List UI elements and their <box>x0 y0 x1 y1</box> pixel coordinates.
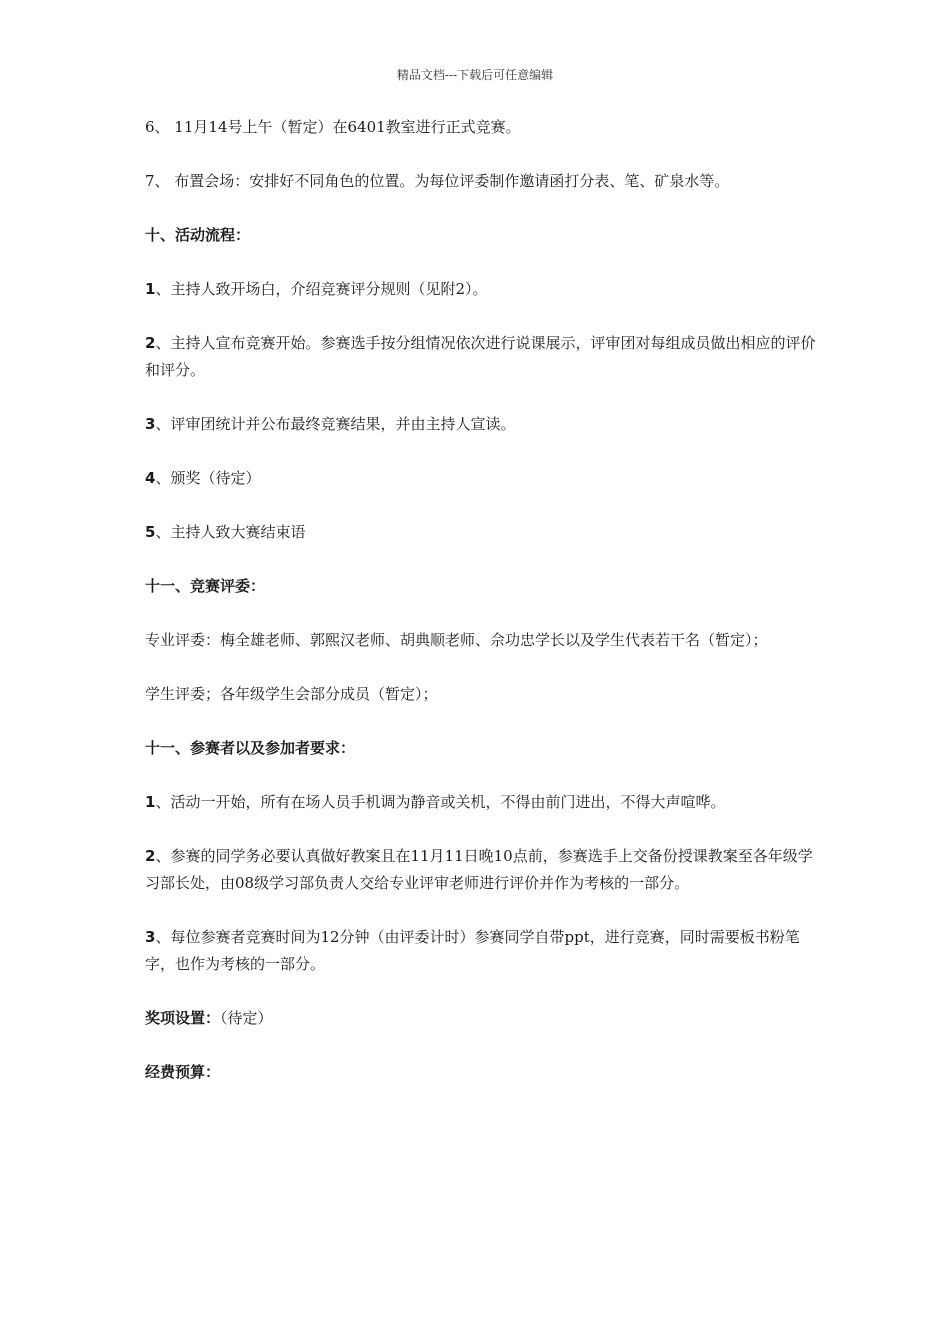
item-text: 、评审团统计并公布最终竞赛结果，并由主持人宣读。 <box>155 415 516 433</box>
item-text: 、主持人致开场白，介绍竞赛评分规则（见附2）。 <box>155 280 488 298</box>
item-number: 3 <box>145 415 156 433</box>
flow-item-4 <box>145 465 817 492</box>
page-header: 精品文档---下载后可任意编辑 <box>396 68 554 82</box>
item-number: 1 <box>145 793 156 811</box>
item-number: 2 <box>145 334 156 352</box>
paragraph-7 <box>145 168 817 195</box>
paragraph-text: 学生评委；各年级学生会部分成员（暂定）； <box>145 685 438 703</box>
section-heading-requirements: 十一、参赛者以及参加者要求： <box>145 739 356 757</box>
paragraph-text: 7、 布置会场：安排好不同角色的位置。为每位评委制作邀请函打分表、笔、矿泉水等。 <box>145 172 730 190</box>
section-heading-activity-flow: 十、活动流程： <box>145 226 251 244</box>
professional-judges <box>145 627 817 654</box>
item-number: 2 <box>145 847 156 865</box>
requirement-item-1 <box>145 789 817 816</box>
item-number: 5 <box>145 523 156 541</box>
flow-item-5 <box>145 519 817 546</box>
document-body <box>145 114 817 1113</box>
paragraph-text: 6、 11月14号上午（暂定）在6401教室进行正式竞赛。 <box>145 118 521 136</box>
flow-item-2 <box>145 330 817 384</box>
flow-item-1 <box>145 276 817 303</box>
section-heading-judges: 十一、竞赛评委： <box>145 577 266 595</box>
requirement-item-3 <box>145 924 817 978</box>
flow-item-3 <box>145 411 817 438</box>
item-number: 4 <box>145 469 156 487</box>
item-number: 3 <box>145 928 156 946</box>
item-text: 、主持人宣布竞赛开始。参赛选手按分组情况依次进行说课展示，评审团对每组成员做出相应的评价和评分。 <box>145 334 816 379</box>
section-heading-awards: 奖项设置：（待定） <box>145 1009 273 1027</box>
paragraph-6 <box>145 114 817 141</box>
item-text: 、主持人致大赛结束语 <box>155 523 306 541</box>
item-text: 、参赛的同学务必要认真做好教案且在11月11日晚10点前，参赛选手上交备份授课教案至各年级学习部长处，由08级学习部负责人交给专业评审老师进行评价并作为考核的一部分。 <box>145 847 813 892</box>
item-number: 1 <box>145 280 156 298</box>
item-text: 、每位参赛者竞赛时间为12分钟（由评委计时）参赛同学自带ppt，进行竞赛，同时需要板书粉笔字，也作为考核的一部分。 <box>145 928 800 973</box>
section-heading-budget: 经费预算： <box>145 1063 221 1081</box>
student-judges <box>145 681 817 708</box>
item-text: 、颁奖（待定） <box>155 469 261 487</box>
item-text: 、活动一开始，所有在场人员手机调为静音或关机，不得由前门进出，不得大声喧哗。 <box>155 793 726 811</box>
paragraph-text: 专业评委：梅全雄老师、郭熙汉老师、胡典顺老师、佘功忠学长以及学生代表若干名（暂定）； <box>145 631 768 649</box>
requirement-item-2 <box>145 843 817 897</box>
